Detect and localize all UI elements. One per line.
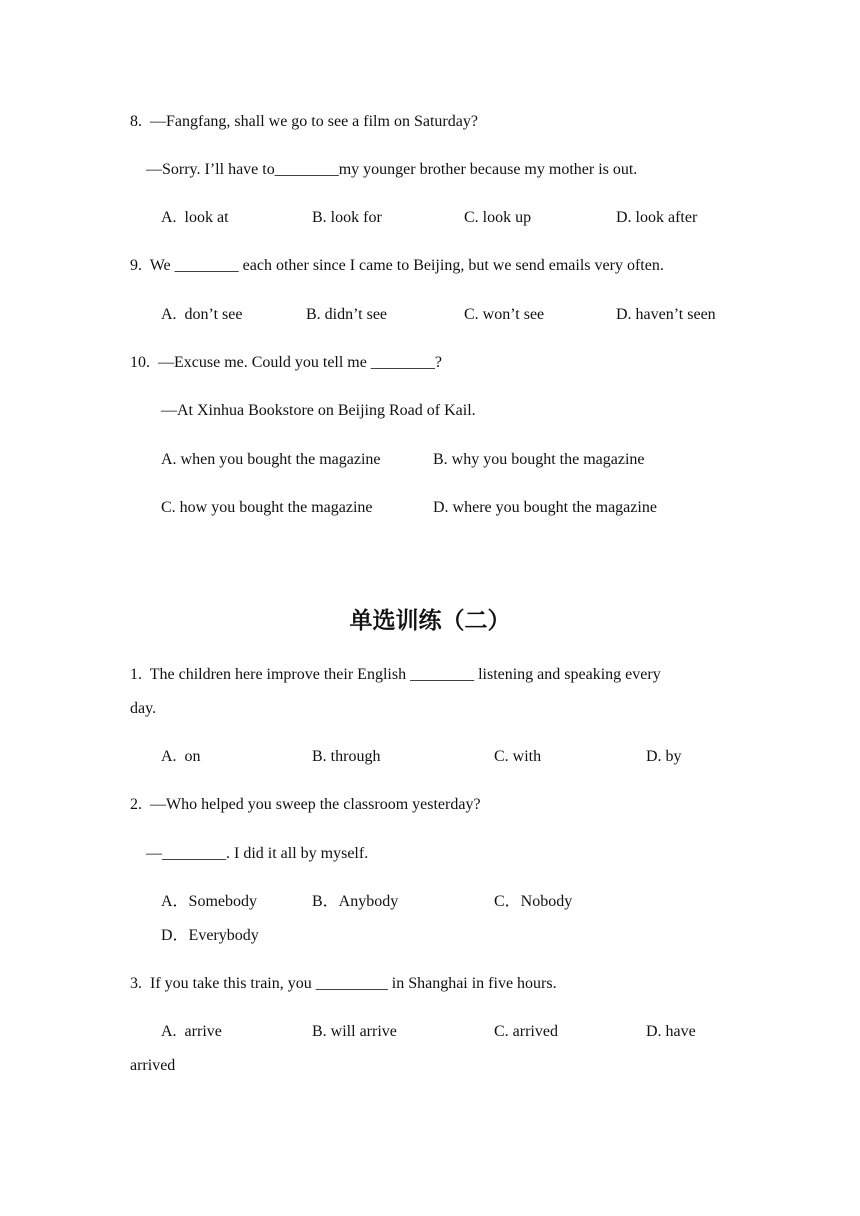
question-9-option-c: C. won’t see [464,306,545,323]
s2-question-2-option-c: C．Nobody [494,893,573,910]
question-8-option-a: A. look at [161,209,229,226]
s2-question-3-option-d-continuation: arrived [130,1057,176,1074]
question-8-option-c: C. look up [464,209,532,226]
s2-question-2-reply: —________. I did it all by myself. [146,845,369,862]
question-8-option-d: D. look after [616,209,698,226]
s2-question-1-option-c: C. with [494,748,542,765]
s2-question-1-stem-continuation: day. [130,700,157,717]
question-8-reply: —Sorry. I’ll have to________my younger brother because my mother is out. [146,161,638,178]
s2-question-1-stem: 1. The children here improve their English ________ listening and speaking every [130,666,661,683]
s2-question-2-option-d: D．Everybody [161,927,259,944]
question-10-reply: —At Xinhua Bookstore on Beijing Road of Kail. [161,402,476,419]
question-10-option-a: A. when you bought the magazine [161,451,381,468]
s2-question-2-stem: 2. —Who helped you sweep the classroom yesterday? [130,796,481,813]
question-10-option-b: B. why you bought the magazine [433,451,645,468]
s2-question-3-option-b: B. will arrive [312,1023,397,1040]
question-9-option-a: A. don’t see [161,306,243,323]
s2-question-2-option-a: A．Somebody [161,893,258,910]
question-9-option-d: D. haven’t seen [616,306,716,323]
s2-question-2-option-b: B．Anybody [312,893,399,910]
section-title: 单选训练（二） [349,608,511,634]
s2-question-1-option-b: B. through [312,748,381,765]
s2-question-1-option-d: D. by [646,748,682,765]
question-10-option-d: D. where you bought the magazine [433,499,657,516]
question-8-stem: 8. —Fangfang, shall we go to see a film on Saturday? [130,113,478,130]
question-8-option-b: B. look for [312,209,382,226]
s2-question-1-option-a: A. on [161,748,201,765]
s2-question-3-option-d: D. have [646,1023,696,1040]
question-10-stem: 10. —Excuse me. Could you tell me ________? [130,354,442,371]
s2-question-3-option-a: A. arrive [161,1023,222,1040]
s2-question-3-option-c: C. arrived [494,1023,558,1040]
s2-question-3-stem: 3. If you take this train, you _________ in Shanghai in five hours. [130,975,557,992]
question-9-stem: 9. We ________ each other since I came to Beijing, but we send emails very often. [130,257,664,274]
question-10-option-c: C. how you bought the magazine [161,499,373,516]
question-9-option-b: B. didn’t see [306,306,388,323]
